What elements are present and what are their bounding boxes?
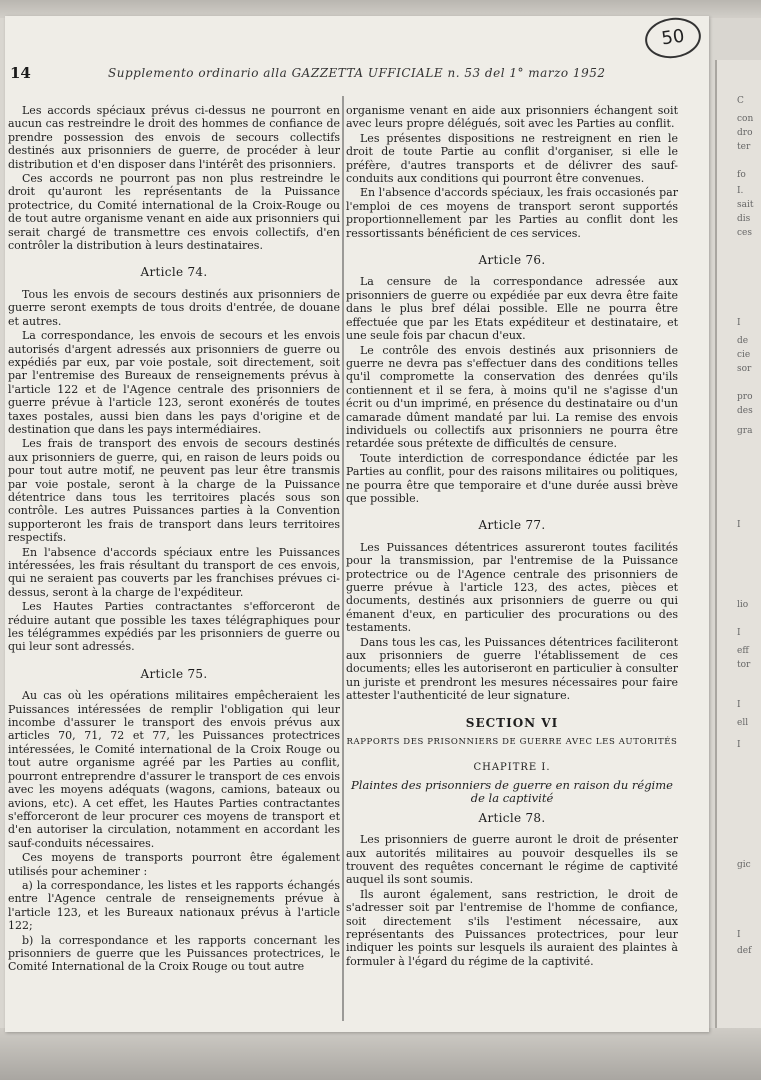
margin-fragment: eff (737, 646, 749, 656)
margin-fragment: dro (737, 128, 753, 138)
paragraph: Dans tous les cas, les Puissances détentrices faciliteront aux prisonniers de guerre l'établissement de ces documents; elles les autoriseront en particulier à consulter un juriste et prendront les mesures nécessaires pour faire attester l'authenticité de leur signature. (346, 635, 678, 703)
paragraph: Au cas où les opérations militaires empêcheraient les Puissances intéressées de remplir l'obligation qui leur incombe d'assurer le transport des envois prévus aux articles 70, 71, 72 et 77, les Puissances protectrices intéressées, le Comité international de la Croix Rouge ou tout autre organisme agréé par les Parties au conflit, pourront entreprendre d'assurer le transport de ces envois avec les moyens adéquats (wagons, camions, bateaux ou avions, etc). A cet effet, les Hautes Parties contractantes s'efforceront de leur procurer ces moyens de transport et d'en autoriser la circulation, notamment en accordant les sauf-conduits nécessaires. (8, 689, 340, 850)
right-column (346, 104, 678, 969)
margin-fragment: pro (737, 392, 753, 402)
margin-fragment: ces (737, 228, 752, 238)
margin-fragment: I. (737, 186, 744, 196)
scan-bottom-band (0, 1028, 761, 1080)
margin-fragment: I (737, 628, 741, 638)
paragraph: Toute interdiction de correspondance édictée par les Parties au conflit, pour des raisons militaires ou politiques, ne pourra être que temporaire et d'une durée aussi brève que possible. (346, 451, 678, 505)
paragraph: Les frais de transport des envois de secours destinés aux prisonniers de guerre, qui, en raison de leurs poids ou pour tout autre motif, ne peuvent pas leur être transmis par voie postale, seront à la charge de la Puissance détentrice dans tous les territoires placés sous son contrôle. Les autres Puissances parties à la Convention supporteront les frais de transport dans leurs territoires respectifs. (8, 437, 340, 545)
running-title: Supplemento ordinario alla GAZZETTA UFFICIALE n. 53 del 1° marzo 1952 (108, 66, 606, 80)
margin-fragment: ter (737, 142, 751, 152)
paragraph: En l'absence d'accords spéciaux entre les Puissances intéressées, les frais résultant du transport de ces envois, qui ne seraient pas couverts par les franchises prévues ci-dessus, seront à la charge de l'expéditeur. (8, 545, 340, 599)
margin-fragment: sor (737, 364, 752, 374)
paragraph: Ces moyens de transports pourront être également utilisés pour acheminer : (8, 851, 340, 878)
chapter-title: Plaintes des prisonniers de guerre en raison du régime de la captivité (351, 777, 673, 806)
margin-fragment: ell (737, 718, 749, 728)
margin-fragment: tor (737, 660, 751, 670)
article-heading-78: Article 78. (478, 810, 546, 825)
article-heading-75: Article 75. (140, 666, 208, 681)
paragraph: Les accords spéciaux prévus ci-dessus ne pourront en aucun cas restreindre le droit des hommes de confiance de prendre possession des envois de secours collectifs destinés aux prisonniers de guerre, de procéder à leur distribution et d'en disposer dans l'intérêt des prisonniers. (8, 104, 340, 171)
margin-fragment: dis (737, 214, 751, 224)
page-number: 14 (10, 64, 31, 82)
margin-fragment: I (737, 520, 741, 530)
paragraph: Le contrôle des envois destinés aux prisonniers de guerre ne devra pas s'effectuer dans des conditions telles qu'il compromette la conservation des denrées qu'ils contiennent et il se fera, à moins qu'il ne s'agisse d'un écrit ou d'un imprimé, en présence du destinataire ou d'un camarade dûment mandaté par lui. La remise des envois individuels ou collectifs aux prisonniers ne pourra être retardée sous prétexte de difficultés de censure. (346, 343, 678, 451)
paragraph: La censure de la correspondance adressée aux prisonniers de guerre ou expédiée par eux devra être faite dans le plus bref délai possible. Elle ne pourra être effectuée que par les Etats expéditeur et destinataire, et une seule fois par chacun d'eux. (346, 275, 678, 343)
margin-fragment: I (737, 930, 741, 940)
margin-fragment: C (737, 96, 744, 106)
paragraph: La correspondance, les envois de secours et les envois autorisés d'argent adressés aux prisonniers de guerre ou expédiés par eux, par voie postale, soit directement, soit par l'entremise des Bureaux de renseignements prévus à l'article 122 et de l'Agence centrale des prisonniers de guerre prévue à l'article 123, seront exonérés de toutes taxes postales, aussi bien dans les pays d'origine et de destination que dans les pays intermédiaires. (8, 329, 340, 436)
margin-fragment: des (737, 406, 753, 416)
left-column (8, 104, 340, 975)
margin-fragment: gic (737, 860, 751, 870)
margin-fragment: con (737, 114, 754, 124)
paragraph: Les Hautes Parties contractantes s'efforceront de réduire autant que possible les taxes télégraphiques pour les télégrammes expédiés par les prisonniers de guerre ou qui leur sont adressés. (8, 600, 340, 654)
chapter-heading: CHAPITRE I. (473, 762, 551, 774)
article-heading-74: Article 74. (140, 265, 208, 280)
paragraph: b) la correspondance et les rapports concernant les prisonniers de guerre que les Puissances protectrices, le Comité International de la Croix Rouge ou tout autre (8, 933, 340, 974)
article-heading-76: Article 76. (478, 253, 546, 268)
paragraph: Les prisonniers de guerre auront le droit de présenter aux autorités militaires au pouvoir desquelles ils se trouvent des requêtes concernant le régime de captivité auquel ils sont soumis. (346, 833, 678, 887)
paragraph: organisme venant en aide aux prisonniers échangent soit avec leurs propre délégués, soit avec les Parties au conflit. (346, 104, 678, 131)
margin-fragment: lio (737, 600, 749, 610)
paragraph: Les Puissances détentrices assureront toutes facilités pour la transmission, par l'entremise de la Puissance protectrice ou de l'Agence centrale des prisonniers de guerre prévue à l'article 123, des actes, pièces et documents, destinés aux prisonniers de guerre ou qui émanent d'eux, en particulier des procurations ou des testaments. (346, 540, 678, 635)
margin-fragment: de (737, 336, 749, 346)
paragraph: a) la correspondance, les listes et les rapports échangés entre l'Agence centrale de renseignements prévue à l'article 123, et les Bureaux nationaux prévus à l'article 122; (8, 878, 340, 933)
paragraph: Ils auront également, sans restriction, le droit de s'adresser soit par l'entremise de l'homme de confiance, soit directement s'ils l'estiment nécessaire, aux représentants des Puissances protectrices, pour leur indiquer les points sur lesquels ils auraient des plaintes à formuler à l'égard du régime de la captivité. (346, 887, 678, 968)
margin-fragment: gra (737, 426, 753, 436)
paragraph: En l'absence d'accords spéciaux, les frais occasionés par l'emploi de ces moyens de transport seront supportés proportionnellement par les Parties au conflit dont les ressortissants bénéficient de ces services. (346, 186, 678, 240)
margin-fragment: fo (737, 170, 746, 180)
paragraph: Tous les envois de secours destinés aux prisonniers de guerre seront exempts de tous droits d'entrée, de douane et autres. (8, 287, 340, 328)
margin-fragment: I (737, 740, 741, 750)
page-header (10, 64, 700, 86)
column-divider (342, 96, 344, 1021)
paragraph: Ces accords ne pourront pas non plus restreindre le droit qu'auront les représentants de la Puissance protectrice, du Comité international de la Croix-Rouge ou de tout autre organisme venant en aide aux prisonniers qui serait chargé de transmettre ces envois collectifs, d'en contrôler la distribution à leurs destinataires. (8, 172, 340, 253)
margin-fragment: def (737, 946, 752, 956)
margin-fragment: I (737, 700, 741, 710)
page-stamp: 50 (642, 14, 703, 61)
margin-fragment: I (737, 318, 741, 328)
margin-fragment: cie (737, 350, 751, 360)
section-subtitle: RAPPORTS DES PRISONNIERS DE GUERRE AVEC LES AUTORITÉS (346, 737, 678, 748)
margin-fragment: sait (737, 200, 754, 210)
section-heading: SECTION VI (465, 715, 559, 730)
article-heading-77: Article 77. (478, 518, 546, 533)
paragraph: Les présentes dispositions ne restreignent en rien le droit de toute Partie au conflit d'organiser, si elle le préfère, d'autres transports et de délivrer des sauf-conduits aux conditions qui pourront être convenues. (346, 131, 678, 186)
